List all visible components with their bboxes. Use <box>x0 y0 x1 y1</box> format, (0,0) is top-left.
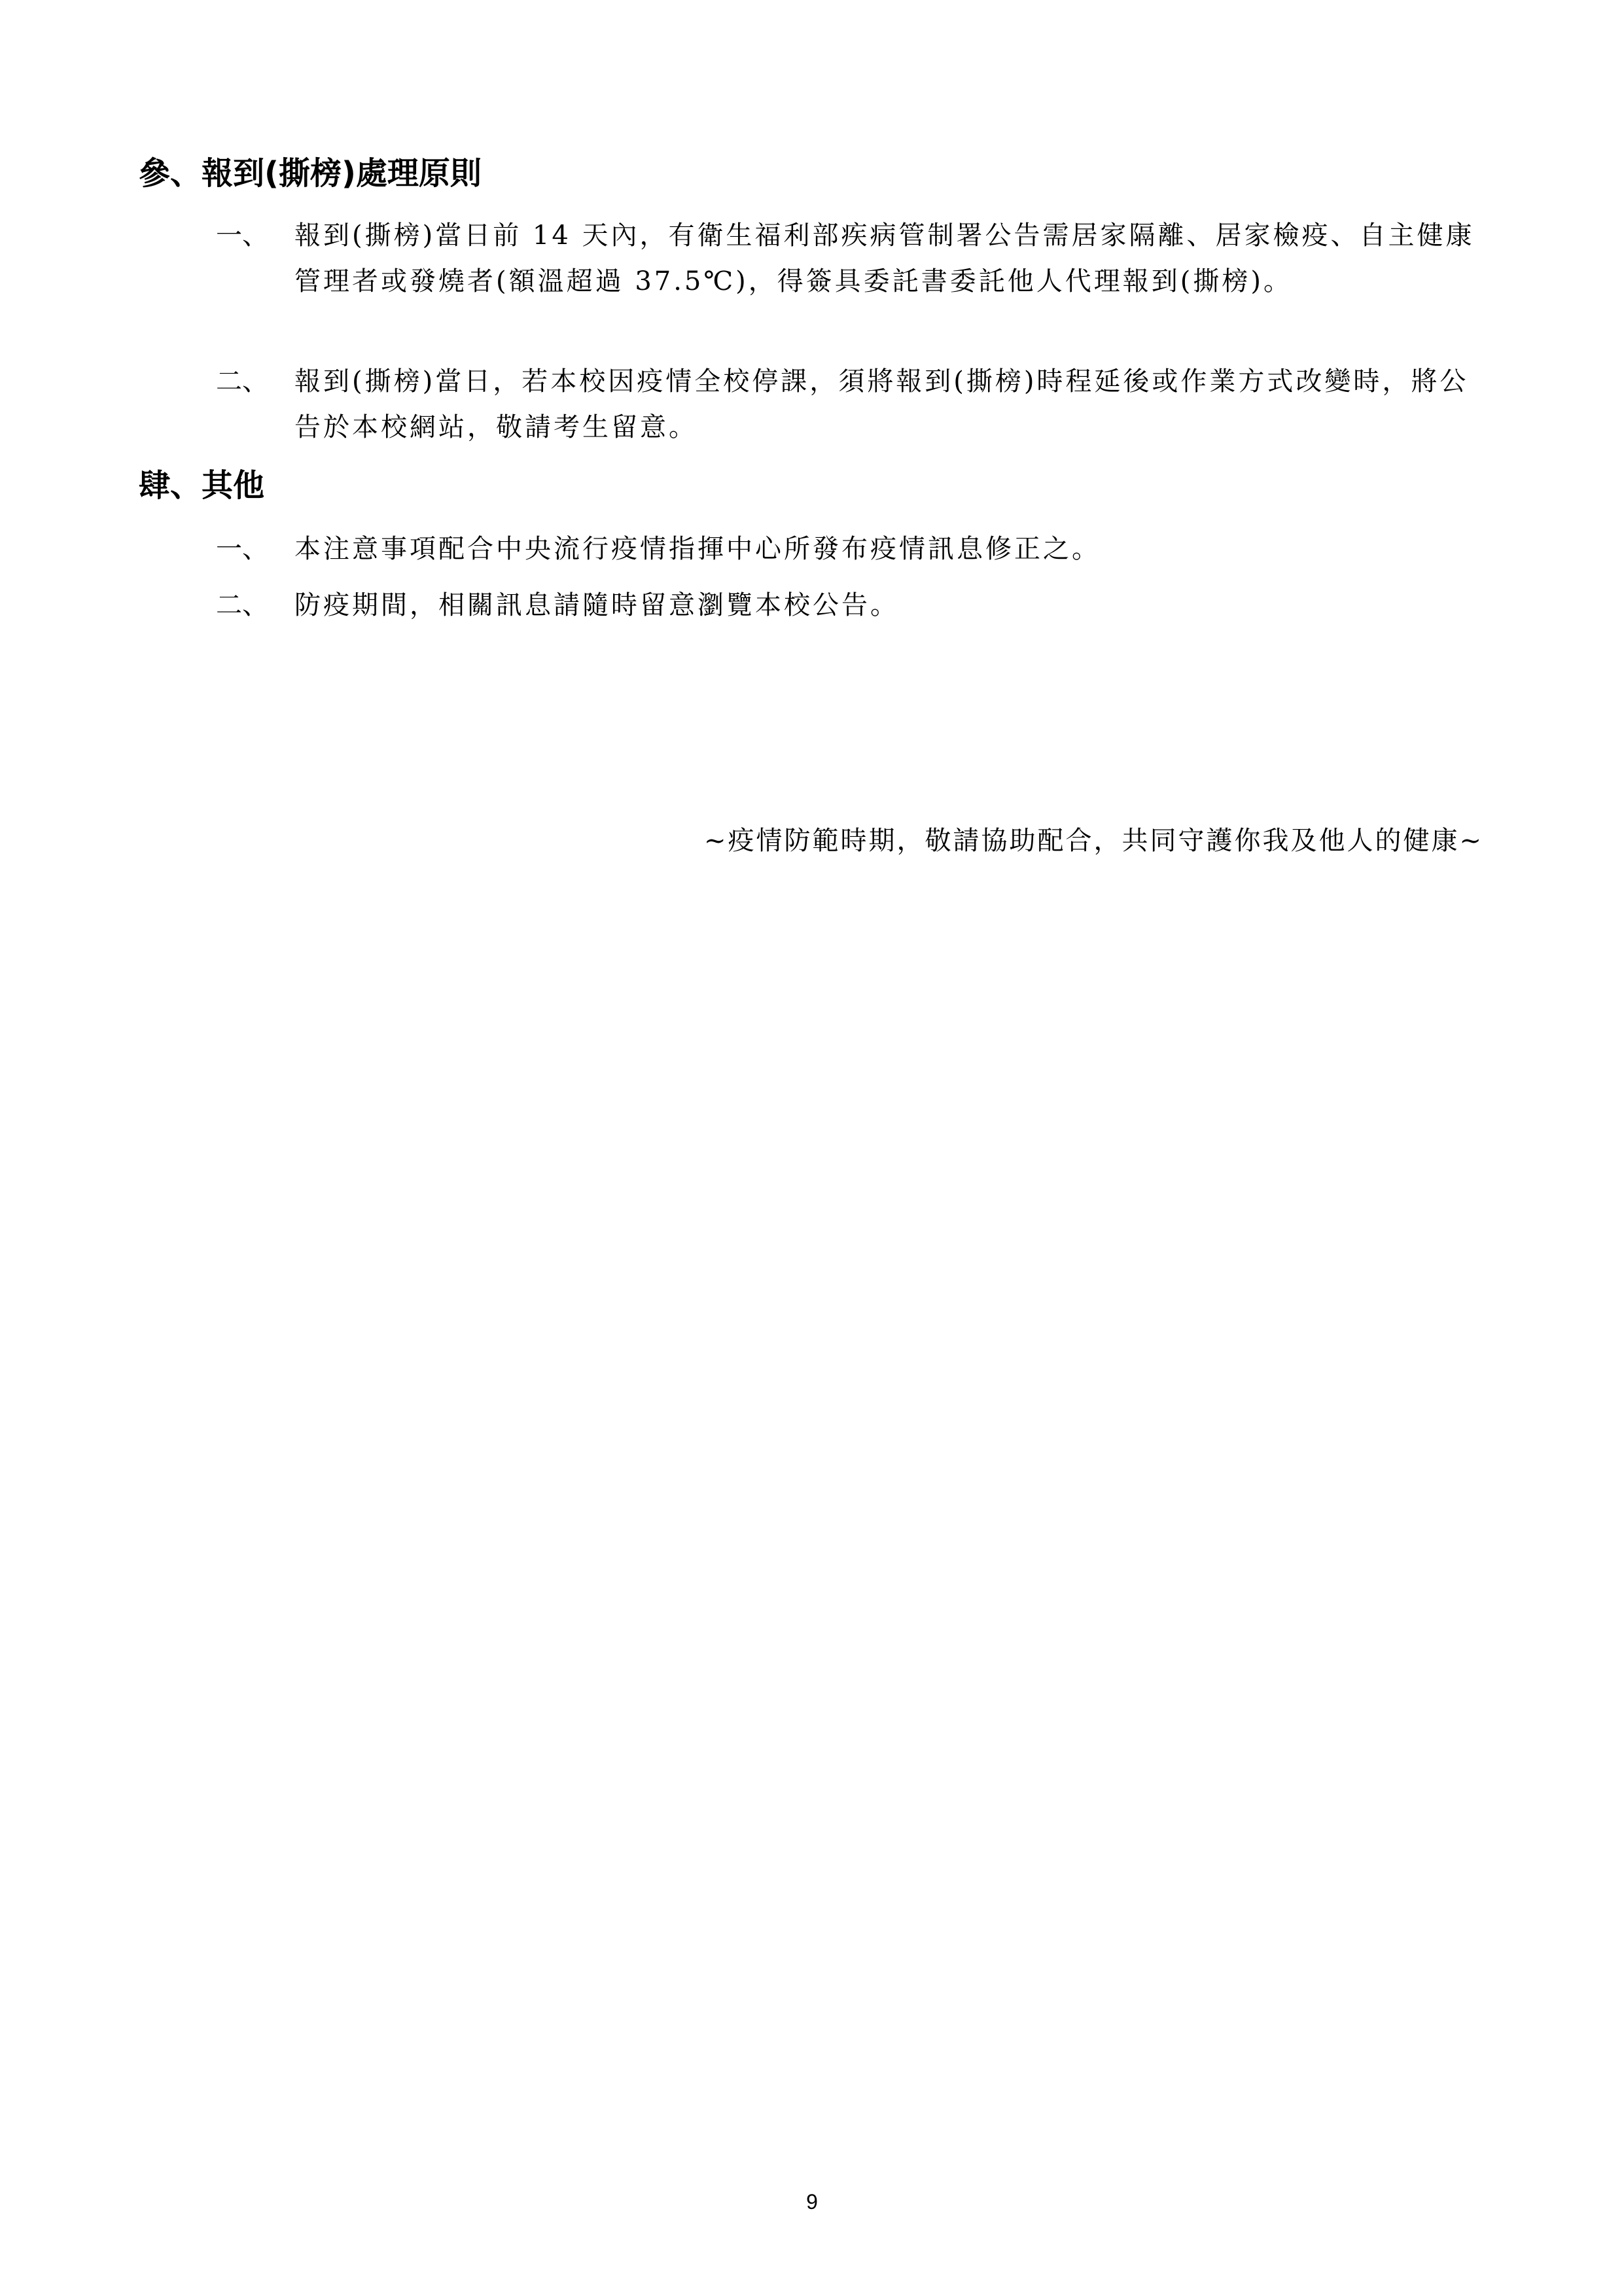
item-number: 一、 <box>216 221 268 251</box>
item-text: 防疫期間，相關訊息請隨時留意瀏覽本校公告。 <box>294 590 899 620</box>
item-number: 二、 <box>216 366 268 397</box>
list-item <box>216 582 1492 628</box>
closing-message: ~疫情防範時期，敬請協助配合，共同守護你我及他人的健康~ <box>703 826 1483 856</box>
item-text: 報到(撕榜)當日前 14 天內，有衛生福利部疾病管制署公告需居家隔離、居家檢疫、自主健康管理者或發燒者(額溫超過 37.5℃)，得簽具委託書委託他人代理報到(撕榜)。 <box>294 221 1475 296</box>
section-heading-other: 肆、其他 <box>139 467 265 504</box>
item-text: 報到(撕榜)當日，若本校因疫情全校停課，須將報到(撕榜)時程延後或作業方式改變時，將公告於本校網站，敬請考生留意。 <box>294 366 1469 442</box>
item-number: 一、 <box>216 534 268 564</box>
list-item <box>216 359 1492 450</box>
section-heading-reporting-principles: 參、報到(撕榜)處理原則 <box>139 155 482 192</box>
list-item <box>216 213 1492 304</box>
list-item <box>216 526 1492 572</box>
item-number: 二、 <box>216 590 268 620</box>
item-text: 本注意事項配合中央流行疫情指揮中心所發布疫情訊息修正之。 <box>294 534 1101 564</box>
page-number: 9 <box>806 2190 818 2214</box>
